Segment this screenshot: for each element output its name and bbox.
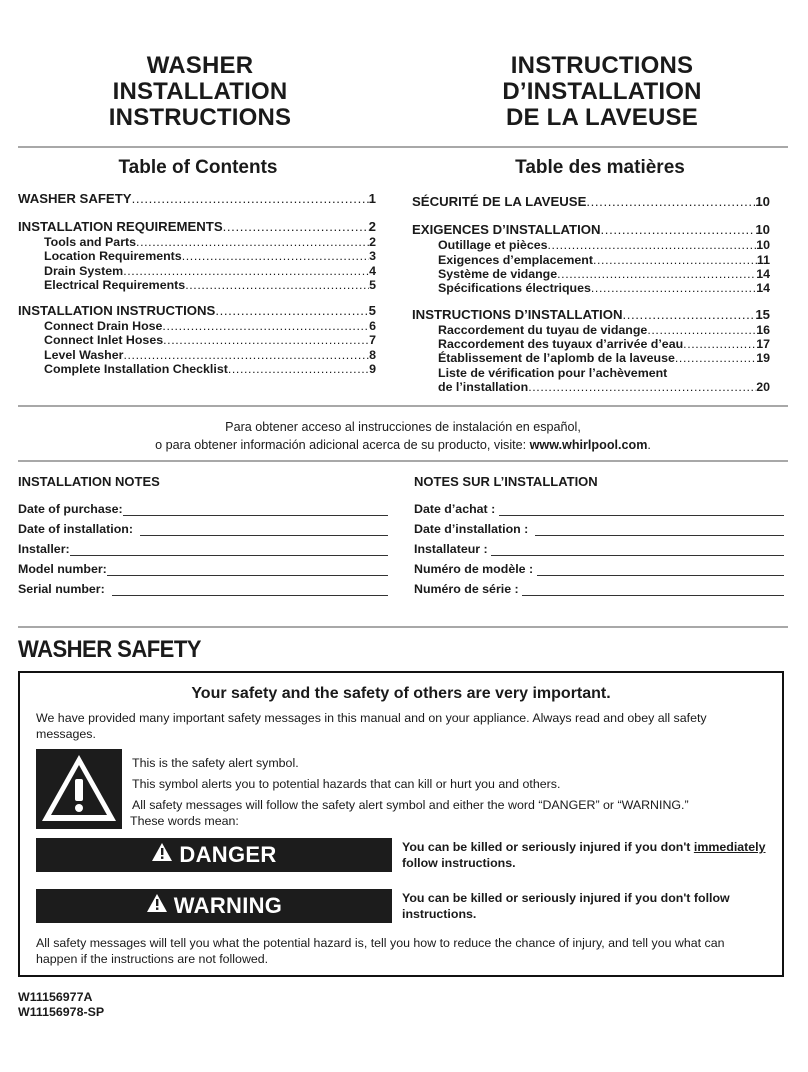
toc-item[interactable]: de l’installation ..... 20 xyxy=(438,380,770,394)
toc-item[interactable]: Location Requirements ..... 3 xyxy=(44,249,376,263)
notes-heading-fr: NOTES SUR L’INSTALLATION xyxy=(414,474,598,489)
toc-item[interactable]: Exigences d’emplacement ..... 11 xyxy=(438,253,770,267)
note-field[interactable]: Date d’achat : xyxy=(414,502,784,516)
part-numbers xyxy=(18,990,104,1020)
danger-label: DANGER xyxy=(179,842,277,867)
note-field[interactable]: Model number: xyxy=(18,562,388,576)
warning-banner xyxy=(36,889,392,923)
title-en-line-1: WASHER xyxy=(146,52,254,79)
toc-item[interactable]: SÉCURITÉ DE LA LAVEUSE ..... 10 xyxy=(412,194,770,209)
warning-triangle-icon xyxy=(36,749,122,829)
note-field[interactable]: Installer: xyxy=(18,542,388,556)
note-field[interactable]: Date of purchase: xyxy=(18,502,388,516)
safety-box xyxy=(18,671,784,977)
note-field[interactable]: Installateur : xyxy=(414,542,784,556)
spanish-notice-line-2: o para obtener información adicional acerca de su producto, visite: www.whirlpool.com. xyxy=(155,438,651,452)
part-number: W11156977A xyxy=(18,990,93,1004)
note-field[interactable]: Numéro de modèle : xyxy=(414,562,784,576)
spanish-notice xyxy=(18,418,788,454)
toc-item[interactable]: EXIGENCES D’INSTALLATION ..... 10 xyxy=(412,222,770,237)
warning-alert-icon xyxy=(146,893,168,919)
toc-item[interactable]: Raccordement du tuyau de vidange ..... 16 xyxy=(438,323,770,337)
warning-label: WARNING xyxy=(173,893,283,918)
toc-item[interactable]: Drain System ..... 4 xyxy=(44,264,376,278)
divider-4 xyxy=(18,626,788,628)
notes-heading-en: INSTALLATION NOTES xyxy=(18,474,160,489)
divider-3 xyxy=(18,460,788,462)
toc-item[interactable]: Tools and Parts ..... 2 xyxy=(44,235,376,249)
spanish-notice-line-1: Para obtener acceso al instrucciones de instalación en español, xyxy=(225,420,581,434)
safety-alert-symbol xyxy=(36,749,122,829)
symbol-line-4: These words mean: xyxy=(130,814,239,828)
title-fr xyxy=(462,53,742,131)
toc-item[interactable]: INSTRUCTIONS D’INSTALLATION ..... 15 xyxy=(412,307,770,322)
toc-item[interactable]: INSTALLATION REQUIREMENTS ..... 2 xyxy=(18,219,376,234)
toc-item-label[interactable]: Liste de vérification pour l’achèvement xyxy=(438,366,668,380)
warning-text: You can be killed or seriously injured if you don't follow instructions. xyxy=(402,891,730,921)
toc-heading-en: Table of Contents xyxy=(118,157,278,178)
note-field[interactable]: Date d’installation : xyxy=(414,522,784,536)
note-field[interactable]: Serial number: xyxy=(18,582,388,596)
toc-item[interactable]: Établissement de l’aplomb de la laveuse ..... 19 xyxy=(438,351,770,365)
safety-box-title: Your safety and the safety of others are very important. xyxy=(191,685,611,702)
toc-item[interactable]: Connect Inlet Hoses ..... 7 xyxy=(44,333,376,347)
toc-item[interactable]: Spécifications électriques ..... 14 xyxy=(438,281,770,295)
title-en-line-2: INSTALLATION xyxy=(112,78,288,105)
title-fr-line-1: INSTRUCTIONS xyxy=(510,52,694,79)
toc-item[interactable]: Raccordement des tuyaux d’arrivée d’eau ..... 17 xyxy=(438,337,770,351)
danger-banner xyxy=(36,838,392,872)
note-field[interactable]: Date of installation: xyxy=(18,522,388,536)
part-number: W11156978-SP xyxy=(18,1005,105,1019)
toc-item[interactable]: Level Washer ..... 8 xyxy=(44,348,376,362)
toc-item[interactable]: WASHER SAFETY ..... 1 xyxy=(18,191,376,206)
symbol-line-1: This is the safety alert symbol. xyxy=(132,756,299,770)
note-field[interactable]: Numéro de série : xyxy=(414,582,784,596)
toc-item[interactable]: Complete Installation Checklist ..... 9 xyxy=(44,362,376,376)
toc-heading-fr: Table des matières xyxy=(515,157,685,178)
toc-item[interactable]: Connect Drain Hose ..... 6 xyxy=(44,319,376,333)
toc-item[interactable]: Système de vidange ..... 14 xyxy=(438,267,770,281)
safety-footer: All safety messages will tell you what the potential hazard is, tell you how to reduce the chance of injury, and tell you what can happen if the instructions are not followed. xyxy=(36,936,725,966)
title-en-line-3: INSTRUCTIONS xyxy=(108,104,292,131)
toc-item[interactable]: Electrical Requirements ..... 5 xyxy=(44,278,376,292)
toc-item[interactable]: Outillage et pièces ..... 10 xyxy=(438,238,770,252)
whirlpool-link[interactable]: www.whirlpool.com xyxy=(529,438,648,452)
danger-text: You can be killed or seriously injured if you don't immediately follow instructions. xyxy=(402,840,766,870)
symbol-line-3: All safety messages will follow the safety alert symbol and either the word “DANGER” or “WARNING.” xyxy=(132,798,689,812)
washer-safety-heading: WASHER SAFETY xyxy=(18,636,201,663)
divider-1 xyxy=(18,146,788,148)
danger-alert-icon xyxy=(151,842,173,868)
title-fr-line-3: DE LA LAVEUSE xyxy=(506,104,698,131)
title-en xyxy=(60,53,340,131)
title-fr-line-2: D’INSTALLATION xyxy=(502,78,702,105)
symbol-line-2: This symbol alerts you to potential hazards that can kill or hurt you and others. xyxy=(132,777,561,791)
safety-intro: We have provided many important safety messages in this manual and on your appliance. Always read and obey all safety messages. xyxy=(36,711,707,741)
toc-item[interactable]: INSTALLATION INSTRUCTIONS ..... 5 xyxy=(18,303,376,318)
divider-2 xyxy=(18,405,788,407)
